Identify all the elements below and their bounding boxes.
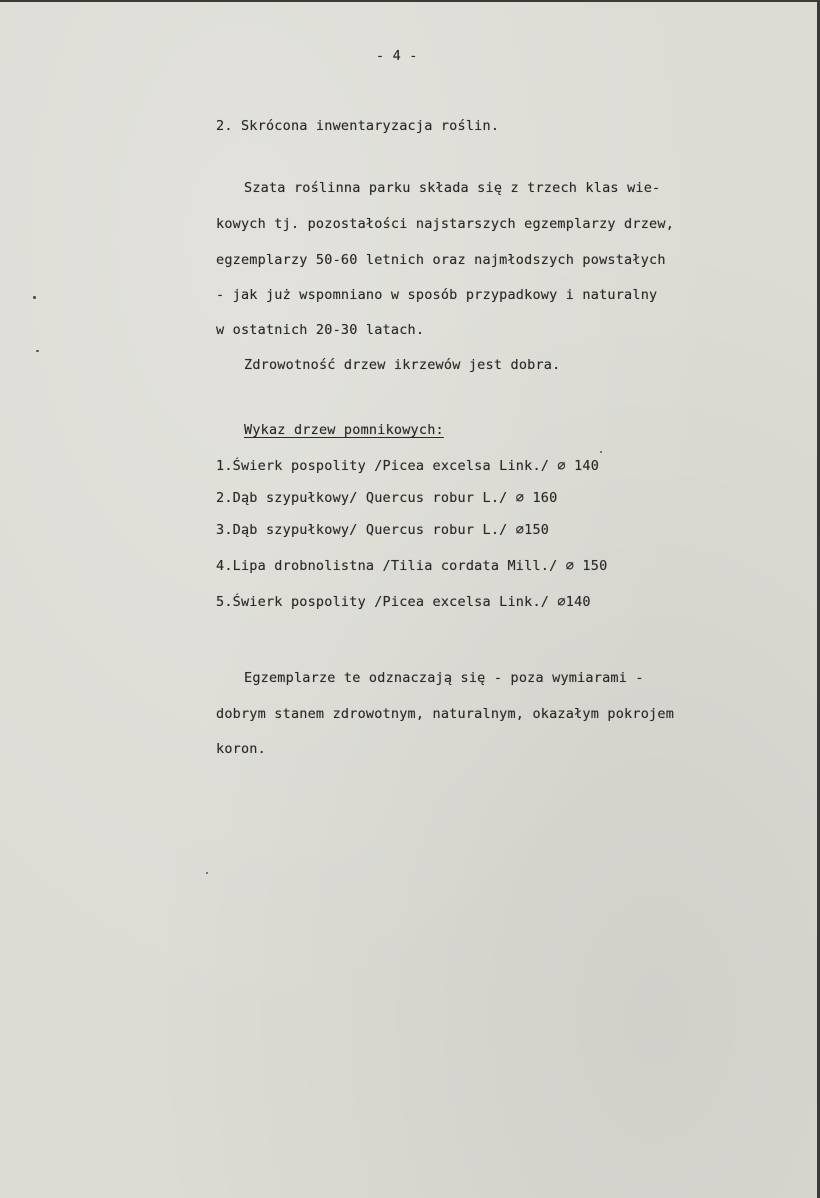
- section-title: 2. Skrócona inwentaryzacja roślin.: [216, 118, 500, 134]
- list-item: 2.Dąb szypułkowy/ Quercus robur L./ ∅ 160: [216, 490, 558, 506]
- paragraph-line: kowych tj. pozostałości najstarszych egzemplarzy drzew,: [216, 216, 675, 232]
- paragraph-line: Szata roślinna parku składa się z trzech klas wie-: [244, 180, 661, 196]
- scan-speck: [36, 350, 39, 352]
- paragraph-line: w ostatnich 20-30 latach.: [216, 322, 425, 338]
- health-statement: Zdrowotność drzew ikrzewów jest dobra.: [244, 357, 561, 373]
- scan-speck: [33, 296, 36, 299]
- paragraph-line: egzemplarzy 50-60 letnich oraz najmłodszych powstałych: [216, 252, 666, 268]
- closing-line: koron.: [216, 741, 266, 757]
- monuments-heading: Wykaz drzew pomnikowych:: [244, 422, 444, 438]
- closing-line: Egzemplarze te odznaczają się - poza wymiarami -: [244, 670, 644, 686]
- list-item: 3.Dąb szypułkowy/ Quercus robur L./ ∅150: [216, 522, 550, 538]
- page-number: - 4 -: [376, 48, 418, 64]
- list-item: 1.Świerk pospolity /Picea excelsa Link./ ∅ 140: [216, 458, 600, 474]
- list-item: 5.Świerk pospolity /Picea excelsa Link./ ∅140: [216, 594, 591, 610]
- paragraph-line: - jak już wspomniano w sposób przypadkowy i naturalny: [216, 287, 658, 303]
- scan-edge-top: [0, 0, 820, 2]
- scan-speck: [206, 872, 208, 874]
- closing-line: dobrym stanem zdrowotnym, naturalnym, okazałym pokrojem: [216, 706, 675, 722]
- list-item: 4.Lipa drobnolistna /Tilia cordata Mill./ ∅ 150: [216, 558, 608, 574]
- scan-speck: [600, 451, 602, 453]
